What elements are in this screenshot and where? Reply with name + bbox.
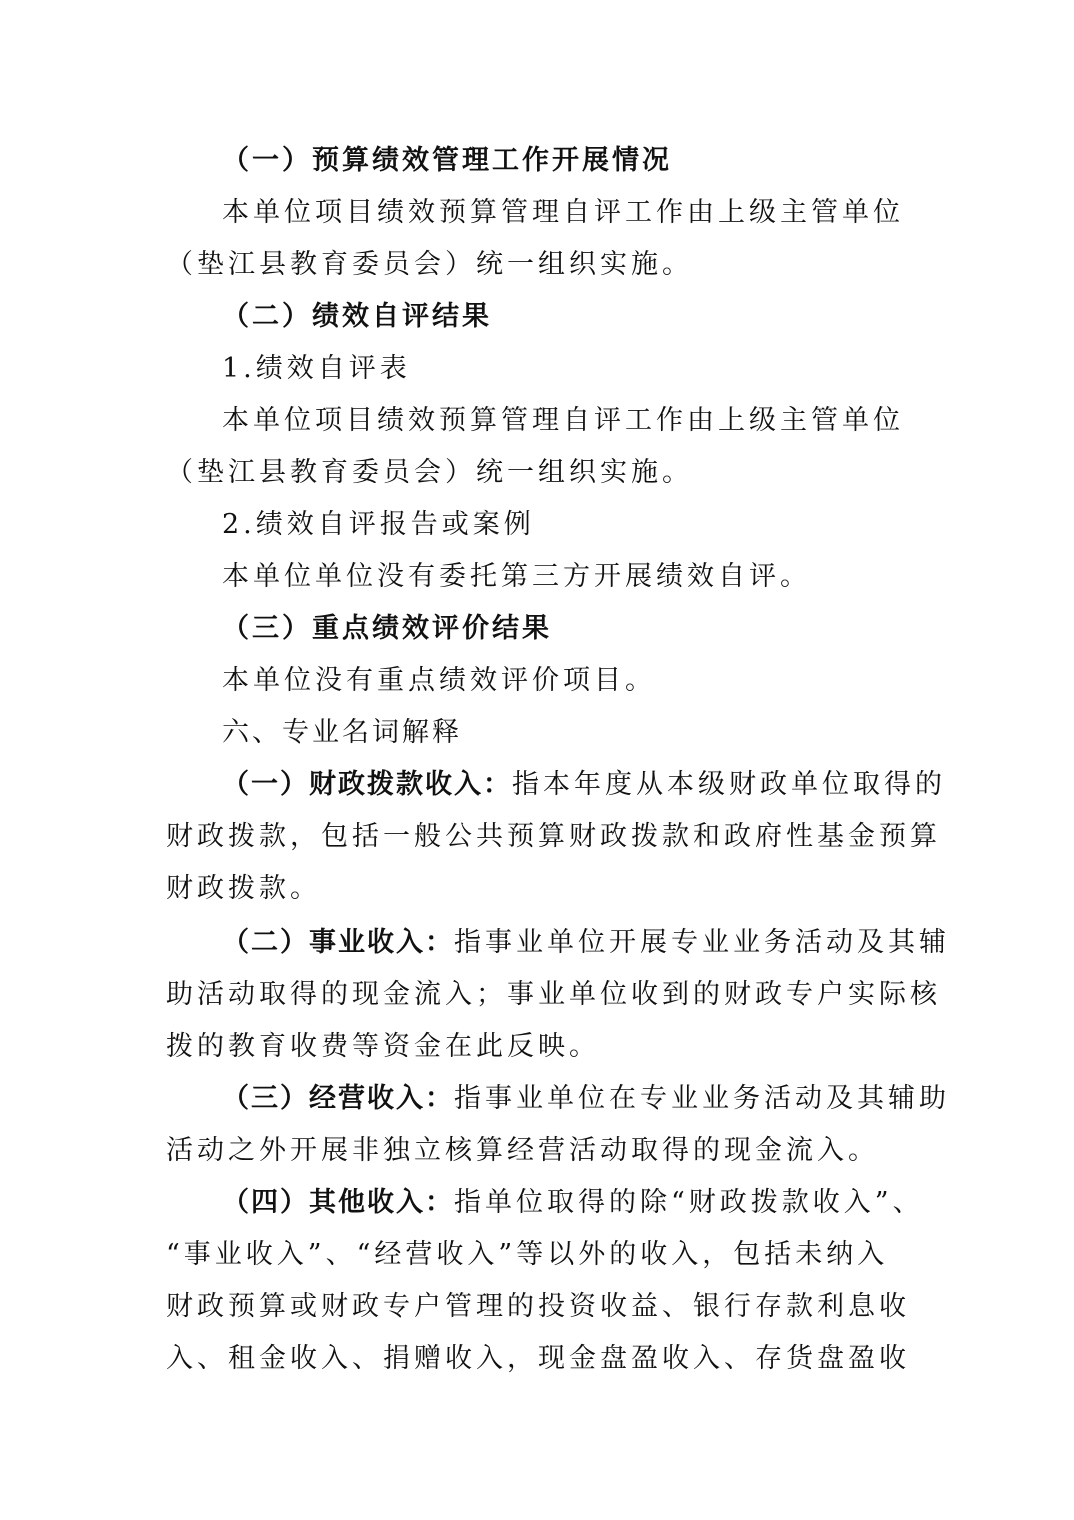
paragraph-line: 拨的教育收费等资金在此反映。 bbox=[166, 1031, 600, 1062]
paragraph-line: 财政拨款，包括一般公共预算财政拨款和政府性基金预算 bbox=[166, 821, 941, 852]
paragraph-line: 本单位没有重点绩效评价项目。 bbox=[222, 665, 656, 696]
glossary-definition: 指本年度从本级财政单位取得的 bbox=[512, 769, 946, 800]
glossary-entry-line bbox=[222, 768, 946, 802]
subheading-self-evaluation-report: 2.绩效自评报告或案例 bbox=[222, 509, 535, 540]
paragraph-line: “事业收入”、“经营收入”等以外的收入，包括未纳入 bbox=[166, 1239, 889, 1270]
paragraph-line: 财政预算或财政专户管理的投资收益、银行存款利息收 bbox=[166, 1291, 910, 1322]
heading-self-evaluation: （二）绩效自评结果 bbox=[222, 301, 492, 332]
paragraph-line: 财政拨款。 bbox=[166, 873, 321, 904]
paragraph-line: 本单位项目绩效预算管理自评工作由上级主管单位 bbox=[222, 405, 904, 436]
paragraph-line: （垫江县教育委员会）统一组织实施。 bbox=[166, 457, 693, 488]
glossary-definition: 指事业单位在专业业务活动及其辅助 bbox=[454, 1083, 950, 1114]
paragraph-line: 助活动取得的现金流入；事业单位收到的财政专户实际核 bbox=[166, 979, 941, 1010]
paragraph-line: 入、租金收入、捐赠收入，现金盘盈收入、存货盘盈收 bbox=[166, 1343, 910, 1374]
glossary-definition: 指事业单位开展专业业务活动及其辅 bbox=[454, 927, 950, 958]
glossary-term: （一）财政拨款收入： bbox=[222, 769, 512, 800]
glossary-term: （四）其他收入： bbox=[222, 1187, 454, 1218]
paragraph-line: （垫江县教育委员会）统一组织实施。 bbox=[166, 249, 693, 280]
heading-budget-performance: （一）预算绩效管理工作开展情况 bbox=[222, 145, 672, 176]
section-heading-glossary: 六、专业名词解释 bbox=[222, 717, 462, 748]
paragraph-line: 本单位单位没有委托第三方开展绩效自评。 bbox=[222, 561, 811, 592]
glossary-term: （三）经营收入： bbox=[222, 1083, 454, 1114]
heading-key-evaluation: （三）重点绩效评价结果 bbox=[222, 613, 552, 644]
glossary-entry-line bbox=[222, 1186, 924, 1220]
paragraph-line: 活动之外开展非独立核算经营活动取得的现金流入。 bbox=[166, 1135, 879, 1166]
glossary-definition: 指单位取得的除“财政拨款收入”、 bbox=[454, 1187, 924, 1218]
glossary-entry-line bbox=[222, 1082, 950, 1116]
glossary-entry-line bbox=[222, 926, 950, 960]
glossary-term: （二）事业收入： bbox=[222, 927, 454, 958]
paragraph-line: 本单位项目绩效预算管理自评工作由上级主管单位 bbox=[222, 197, 904, 228]
subheading-self-evaluation-table: 1.绩效自评表 bbox=[222, 353, 411, 384]
